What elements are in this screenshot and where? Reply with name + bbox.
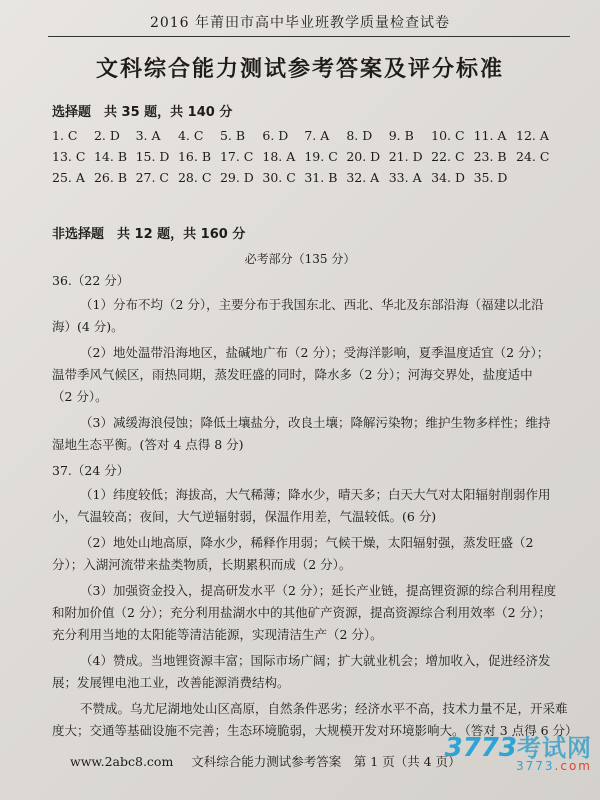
answer-item: 8. D [346, 128, 373, 143]
answer-item: 30. C [262, 170, 296, 185]
choice-answers [52, 128, 552, 185]
answer-item: 31. B [304, 170, 338, 185]
answer-item: 3. A [135, 128, 161, 143]
answer-line: （4）赞成。当地锂资源丰富；国际市场广阔；扩大就业机会；增加收入，促进经济发 [80, 653, 551, 668]
answer-item: 16. B [177, 149, 212, 164]
answer-item: 32. A [346, 170, 380, 185]
answer-line: 不赞成。乌尤尼湖地处山区高原，自然条件恶劣；经济水平不高，技术力量不足，开采难 [80, 701, 568, 716]
answer-item: 21. D [388, 149, 423, 164]
answer-item: 34. D [431, 170, 466, 185]
answer-line: （3）加强资金投入，提高研发水平（2 分）；延长产业链，提高锂资源的综合利用程度 [80, 583, 557, 598]
answer-item: 33. A [388, 170, 422, 185]
answer-line: 分）；入湖河流带来盐类物质，长期累积而成（2 分）。 [52, 557, 352, 572]
answer-item: 17. C [219, 149, 254, 164]
answer-item: 29. D [219, 170, 254, 185]
answer-item: 13. C [52, 149, 86, 164]
answer-item: 11. A [473, 128, 507, 143]
question-heading: 36.（22 分） [52, 273, 130, 288]
answer-item: 27. C [135, 170, 169, 185]
watermark-logo [445, 728, 592, 773]
answer-line: （3）减缓海浪侵蚀；降低土壤盐分，改良土壤；降解污染物；维护生物多样性；维持 [80, 415, 551, 430]
answer-line: 和附加价值（2 分）；充分利用盐湖水中的其他矿产资源，提高资源综合利用效率（2 分）； [52, 605, 551, 620]
watermark-url-domain: .com [554, 759, 592, 773]
exam-header: 2016 年莆田市高中毕业班教学质量检查试卷 [149, 15, 451, 31]
answer-item: 5. B [219, 128, 246, 143]
answer-line: 展；发展锂电池工业，改善能源消费结构。 [52, 675, 290, 690]
answer-item: 14. B [93, 149, 128, 164]
answer-item: 1. C [52, 128, 78, 143]
answer-item: 2. D [93, 128, 120, 143]
answer-item: 4. C [177, 128, 204, 143]
answer-item: 19. C [304, 149, 338, 164]
answer-line: 湿地生态平衡。(答对 4 点得 8 分) [52, 437, 244, 452]
answer-line: （1）纬度较低；海拔高，大气稀薄；降水少，晴天多；白天大气对太阳辐射削弱作用 [80, 487, 551, 502]
answer-item: 6. D [262, 128, 289, 143]
nonchoice-heading: 非选择题 共 12 题，共 160 分 [52, 227, 246, 242]
answer-line: （1）分布不均（2 分），主要分布于我国东北、西北、华北及东部沿海（福建以北沿 [80, 297, 544, 312]
question-heading: 37.（24 分） [52, 463, 130, 478]
answer-line: 海）(4 分)。 [52, 319, 124, 334]
answer-item: 12. A [516, 128, 549, 143]
answer-line: 温带季风气候区，雨热同期，蒸发旺盛的同时，降水多（2 分）；河海交界处，盐度适中 [52, 367, 533, 382]
answer-item: 22. C [431, 149, 465, 164]
answer-item: 20. D [346, 149, 381, 164]
answer-item: 9. B [388, 128, 414, 143]
section-subheading: 必考部分（135 分） [244, 252, 356, 266]
header-rule [48, 36, 570, 37]
watermark-number: 3773 [444, 733, 517, 763]
answer-item: 15. D [135, 149, 170, 164]
footer-site: www.2abc8.com [70, 754, 174, 769]
footer-page-number: 文科综合能力测试参考答案 第 1 页（共 4 页） [191, 754, 461, 769]
page-title: 文科综合能力测试参考答案及评分标准 [95, 56, 504, 82]
watermark-url-number: 3773 [516, 759, 555, 773]
choice-heading: 选择题 共 35 题，共 140 分 [52, 105, 233, 120]
answer-item: 24. C [516, 149, 550, 164]
answer-item: 23. B [473, 149, 507, 164]
answer-item: 26. B [93, 170, 128, 185]
answer-line: 充分利用当地的太阳能等清洁能源，实现清洁生产（2 分）。 [52, 627, 383, 642]
answer-line: （2）地处温带沿海地区，盐碱地广布（2 分）；受海洋影响，夏季温度适宜（2 分）； [80, 345, 550, 360]
answer-line: （2）地处山地高原，降水少，稀释作用弱；气候干燥，太阳辐射强，蒸发旺盛（2 [80, 535, 534, 550]
answer-item: 28. C [177, 170, 212, 185]
watermark-text: 考试网 [517, 734, 592, 762]
answer-item: 18. A [262, 149, 296, 164]
answer-item: 35. D [473, 170, 508, 185]
answer-line: 度大；交通等基础设施不完善；生态环境脆弱，大规模开发对环境影响大。（答对 3 点得 6 分） [52, 723, 578, 738]
page-footer [70, 752, 461, 770]
answer-item: 10. C [431, 128, 465, 143]
answer-item: 25. A [52, 170, 85, 185]
answer-line: 小，气温较高；夜间，大气逆辐射弱，保温作用差，气温较低。(6 分) [52, 509, 437, 524]
answer-item: 7. A [304, 128, 330, 143]
answer-line: （2 分）。 [52, 389, 108, 404]
